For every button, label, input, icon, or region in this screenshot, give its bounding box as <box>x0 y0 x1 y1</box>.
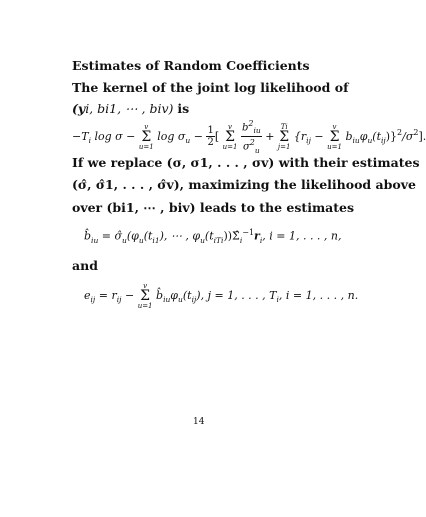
vector-y: (y <box>72 101 86 116</box>
equation-log-likelihood: $-T_i$ log σ − v Σ u=1 $\log \sigma_u$ − $\frac{1}{2}$ [ v Σ u=1 $\frac{b^2_{iu}}{\sigma^2_u}$ + Ti Σ j=1 {$r_{ij}$ − v Σ u=1 $b_{iu}\varphi_u(t_{ij})\}^2/\sigma^2$]. <box>72 119 426 155</box>
eq1-sum-4: v Σ u=1 <box>327 122 342 151</box>
eq1-b-over-sigma: $\frac{b^2_{iu}}{\sigma^2_u}$ <box>241 119 261 155</box>
eq1-half: $\frac{1}{2}$ <box>207 125 214 149</box>
eq1-log-sigma: log σ − <box>94 129 136 143</box>
eq1-lead-sub: i <box>88 136 91 146</box>
equation-b-hat: $b̂_{iu}$ = $\sigmâ_u(\varphi_u(t_{i1})$, ⋯ , $\varphi_u(t_{iTi}))\Sigmâ_i^{-1}r_i$, i = 1, . . . , n, <box>84 228 342 245</box>
eq1-lead: −T <box>72 129 89 143</box>
paragraph-line-4: (σ̂, σ̂1, . . . , σ̂v), maximizing the likelihood above <box>72 177 416 192</box>
eq1-sum-3: Ti Σ j=1 <box>277 122 291 151</box>
vector-rest: i, bi1, ⋯ , biv) <box>85 101 174 116</box>
paragraph-line-5: over (bi1, ⋯ , biv) leads to the estimates <box>72 200 355 215</box>
eq1-sum-1: v Σ u=1 <box>138 122 154 151</box>
paragraph-line-1: The kernel of the joint log likelihood of <box>72 80 349 95</box>
word-is: is <box>177 101 190 116</box>
eq3-sum: v Σ u=1 <box>137 282 153 310</box>
paragraph-line-3: If we replace (σ, σ1, . . . , σv) with their estimates <box>72 155 420 170</box>
eq1-sum-2: v Σ u=1 <box>222 122 238 151</box>
section-heading: Estimates of Random Coefficients <box>72 58 310 73</box>
word-and: and <box>72 258 98 273</box>
page-number: 14 <box>193 417 205 427</box>
equation-residual: $e_{ij} = r_{ij}$ − v Σ u=1 $b̂_{iu}\varphi_u(t_{ij})$, j = 1, . . . , $T_i$, i = 1, . . . , n. <box>84 282 359 310</box>
paragraph-line-2 <box>72 101 189 116</box>
eq1-log-sigma-u: log σ <box>157 129 186 143</box>
